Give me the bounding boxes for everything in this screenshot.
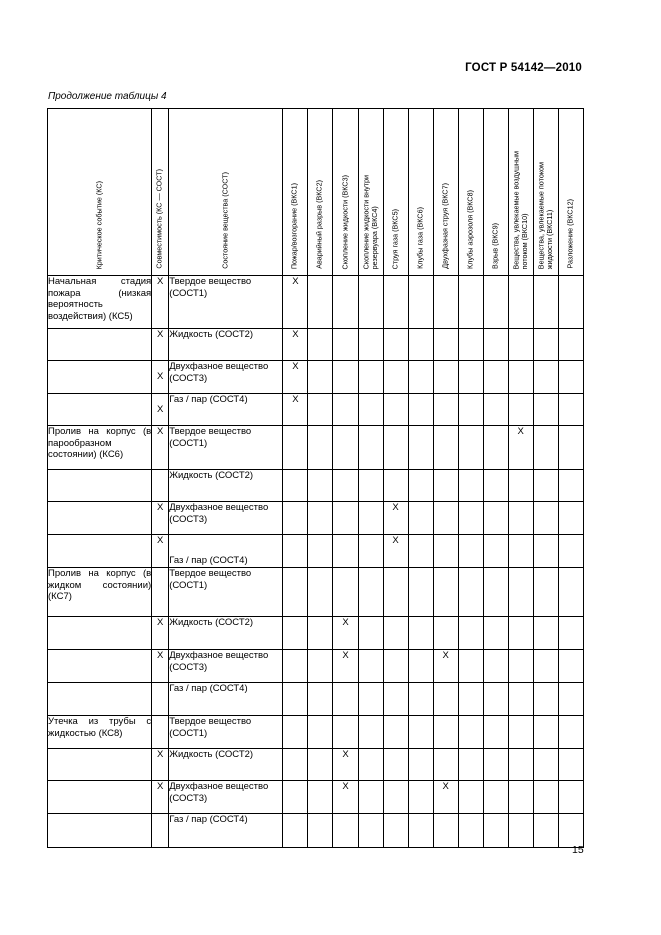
scenario-mark-cell <box>358 276 383 329</box>
table-row <box>48 329 584 361</box>
scenario-mark-cell <box>558 426 583 470</box>
scenario-mark-cell <box>458 329 483 361</box>
scenario-mark-cell <box>308 502 333 535</box>
document-code: ГОСТ Р 54142—2010 <box>465 62 582 74</box>
substance-state-cell: Жидкость (СОСТ2) <box>169 470 283 502</box>
scenario-mark-cell <box>483 426 508 470</box>
scenario-mark-cell <box>533 683 558 716</box>
scenario-mark-cell <box>358 716 383 749</box>
critical-event-cell <box>48 361 152 394</box>
column-header-label: Разложение (ВКС12) <box>565 199 575 269</box>
substance-state-cell: Твердое вещество (СОСТ1) <box>169 716 283 749</box>
scenario-mark-cell <box>408 716 433 749</box>
scenario-mark-cell: X <box>508 426 533 470</box>
scenario-mark-cell <box>308 276 333 329</box>
compatibility-cell <box>152 716 169 749</box>
scenario-mark-cell <box>333 814 358 848</box>
scenario-mark-cell <box>408 535 433 568</box>
scenario-mark-cell <box>358 329 383 361</box>
scenario-mark-cell <box>483 683 508 716</box>
scenario-mark-cell <box>508 749 533 781</box>
scenario-mark-cell <box>433 276 458 329</box>
scenario-mark-cell <box>433 426 458 470</box>
scenario-mark-cell <box>458 683 483 716</box>
column-header-label: Двухфазная струя (ВКС7) <box>440 183 450 269</box>
scenario-mark-cell <box>458 394 483 426</box>
scenario-mark-cell <box>333 329 358 361</box>
scenario-mark-cell <box>533 535 558 568</box>
scenario-mark-cell <box>383 781 408 814</box>
scenario-mark-cell <box>483 276 508 329</box>
column-header <box>458 109 483 276</box>
column-header-label: Скопление жидкости внутри резервуара (ВКС4) <box>360 174 379 269</box>
scenario-mark-cell <box>333 276 358 329</box>
column-header <box>152 109 169 276</box>
scenario-mark-cell <box>358 617 383 650</box>
scenario-mark-cell <box>408 568 433 617</box>
table-row <box>48 394 584 426</box>
scenario-mark-cell <box>558 470 583 502</box>
scenario-mark-cell <box>408 814 433 848</box>
scenario-mark-cell <box>308 568 333 617</box>
scenario-mark-cell <box>433 361 458 394</box>
scenario-mark-cell <box>558 535 583 568</box>
scenario-mark-cell <box>458 781 483 814</box>
scenario-mark-cell <box>308 814 333 848</box>
column-header <box>533 109 558 276</box>
column-header <box>383 109 408 276</box>
scenario-mark-cell: X <box>333 617 358 650</box>
scenario-mark-cell <box>458 617 483 650</box>
scenario-mark-cell <box>533 814 558 848</box>
scenario-mark-cell <box>333 361 358 394</box>
substance-state-cell: Газ / пар (СОСТ4) <box>169 814 283 848</box>
critical-event-cell: Пролив на корпус (в жидком состоянии) (КС7) <box>48 568 152 617</box>
scenario-mark-cell <box>508 716 533 749</box>
column-header <box>483 109 508 276</box>
scenario-mark-cell <box>558 683 583 716</box>
scenario-mark-cell <box>408 276 433 329</box>
scenario-mark-cell <box>383 394 408 426</box>
scenario-mark-cell <box>358 470 383 502</box>
scenario-mark-cell: X <box>333 781 358 814</box>
scenario-mark-cell <box>433 470 458 502</box>
scenario-mark-cell <box>358 781 383 814</box>
scenario-mark-cell <box>358 426 383 470</box>
scenario-mark-cell <box>408 426 433 470</box>
scenario-mark-cell: X <box>383 502 408 535</box>
column-header-label: Струя газа (ВКС5) <box>390 208 400 269</box>
scenario-mark-cell <box>433 568 458 617</box>
scenario-mark-cell <box>283 568 308 617</box>
scenario-mark-cell <box>433 502 458 535</box>
substance-state-cell: Двухфазное вещество (СОСТ3) <box>169 502 283 535</box>
substance-state-cell: Газ / пар (СОСТ4) <box>169 535 283 568</box>
critical-event-cell: Пролив на корпус (в парообразном состоянии) (КС6) <box>48 426 152 470</box>
scenario-mark-cell <box>308 535 333 568</box>
compatibility-cell: X <box>152 781 169 814</box>
scenario-mark-cell <box>533 276 558 329</box>
scenario-mark-cell <box>508 502 533 535</box>
compatibility-cell: X <box>152 426 169 470</box>
scenario-mark-cell <box>433 683 458 716</box>
compatibility-cell: X <box>152 502 169 535</box>
scenario-mark-cell <box>458 650 483 683</box>
scenario-mark-cell <box>483 568 508 617</box>
scenario-mark-cell <box>283 683 308 716</box>
scenario-mark-cell <box>358 394 383 426</box>
scenario-mark-cell <box>308 781 333 814</box>
substance-state-cell: Жидкость (СОСТ2) <box>169 617 283 650</box>
column-header-label: Вещества, увлекаемые потоком жидкости (ВКС11) <box>536 161 554 269</box>
scenario-mark-cell <box>508 276 533 329</box>
scenario-mark-cell <box>333 470 358 502</box>
column-header-label: Критическое событие (КС) <box>94 180 104 269</box>
table-row <box>48 781 584 814</box>
scenario-mark-cell <box>433 329 458 361</box>
compatibility-cell: X <box>152 394 169 426</box>
scenario-mark-cell <box>383 749 408 781</box>
substance-state-cell: Жидкость (СОСТ2) <box>169 329 283 361</box>
scenario-mark-cell <box>408 329 433 361</box>
scenario-mark-cell <box>333 683 358 716</box>
scenario-mark-cell <box>558 617 583 650</box>
scenario-mark-cell <box>283 650 308 683</box>
scenario-mark-cell <box>358 683 383 716</box>
scenario-mark-cell <box>533 749 558 781</box>
table-row <box>48 568 584 617</box>
scenario-mark-cell <box>508 329 533 361</box>
scenario-mark-cell <box>283 426 308 470</box>
scenario-mark-cell <box>433 617 458 650</box>
scenario-mark-cell <box>408 781 433 814</box>
scenario-mark-cell <box>508 781 533 814</box>
scenario-mark-cell <box>358 535 383 568</box>
scenario-mark-cell <box>508 683 533 716</box>
compatibility-cell <box>152 470 169 502</box>
scenario-mark-cell <box>558 502 583 535</box>
column-header-label: Состояние вещества (СОСТ) <box>220 172 230 269</box>
scenario-mark-cell <box>458 716 483 749</box>
critical-event-cell <box>48 535 152 568</box>
scenario-mark-cell <box>333 426 358 470</box>
scenario-mark-cell <box>283 781 308 814</box>
scenario-mark-cell <box>558 394 583 426</box>
column-header-label: Взрыв (ВКС9) <box>490 223 500 269</box>
scenario-mark-cell <box>358 502 383 535</box>
scenario-mark-cell <box>483 716 508 749</box>
scenario-mark-cell <box>433 394 458 426</box>
scenario-mark-cell <box>483 617 508 650</box>
critical-event-cell <box>48 329 152 361</box>
scenario-mark-cell <box>283 716 308 749</box>
column-header <box>408 109 433 276</box>
scenario-mark-cell <box>408 749 433 781</box>
column-header-label: Пожар/возгорание (ВКС1) <box>290 182 300 269</box>
compatibility-cell <box>152 814 169 848</box>
substance-state-cell: Двухфазное вещество (СОСТ3) <box>169 650 283 683</box>
scenario-mark-cell <box>283 502 308 535</box>
scenario-mark-cell <box>308 716 333 749</box>
substance-state-cell: Жидкость (СОСТ2) <box>169 749 283 781</box>
scenario-mark-cell: X <box>283 329 308 361</box>
scenario-mark-cell <box>508 394 533 426</box>
scenario-mark-cell <box>358 650 383 683</box>
table-row <box>48 470 584 502</box>
column-header-label: Совместимость (КС — СОСТ) <box>154 169 164 269</box>
scenario-mark-cell <box>408 650 433 683</box>
column-header-label: Клубы газа (ВКС6) <box>415 207 425 269</box>
scenario-mark-cell <box>308 470 333 502</box>
table-row <box>48 617 584 650</box>
column-header <box>433 109 458 276</box>
column-header <box>308 109 333 276</box>
scenario-mark-cell <box>508 470 533 502</box>
scenario-mark-cell <box>358 361 383 394</box>
events-table <box>47 108 584 848</box>
scenario-mark-cell <box>508 814 533 848</box>
table-row <box>48 426 584 470</box>
scenario-mark-cell <box>508 568 533 617</box>
column-header <box>508 109 533 276</box>
scenario-mark-cell <box>558 276 583 329</box>
table-row <box>48 535 584 568</box>
scenario-mark-cell <box>383 329 408 361</box>
scenario-mark-cell <box>483 502 508 535</box>
column-header <box>169 109 283 276</box>
scenario-mark-cell <box>508 650 533 683</box>
scenario-mark-cell <box>483 470 508 502</box>
column-header-label: Клубы аэрозоля (ВКС8) <box>465 190 475 269</box>
scenario-mark-cell <box>458 814 483 848</box>
scenario-mark-cell <box>483 535 508 568</box>
table-row <box>48 716 584 749</box>
scenario-mark-cell <box>533 617 558 650</box>
scenario-mark-cell <box>533 329 558 361</box>
scenario-mark-cell <box>333 568 358 617</box>
scenario-mark-cell: X <box>333 749 358 781</box>
scenario-mark-cell <box>533 394 558 426</box>
substance-state-cell: Газ / пар (СОСТ4) <box>169 394 283 426</box>
scenario-mark-cell <box>433 716 458 749</box>
scenario-mark-cell <box>558 749 583 781</box>
scenario-mark-cell <box>558 814 583 848</box>
table-row <box>48 650 584 683</box>
scenario-mark-cell <box>308 683 333 716</box>
compatibility-cell: X <box>152 329 169 361</box>
scenario-mark-cell <box>558 781 583 814</box>
critical-event-cell: Утечка из трубы с жидкостью (КС8) <box>48 716 152 749</box>
scenario-mark-cell <box>483 814 508 848</box>
scenario-mark-cell <box>383 361 408 394</box>
critical-event-cell <box>48 814 152 848</box>
scenario-mark-cell <box>483 329 508 361</box>
scenario-mark-cell <box>283 814 308 848</box>
critical-event-cell <box>48 781 152 814</box>
scenario-mark-cell <box>308 617 333 650</box>
scenario-mark-cell <box>333 394 358 426</box>
column-header-label: Вещества, увлекаемые воздушным потоком (ВКС10) <box>511 150 529 269</box>
scenario-mark-cell <box>433 814 458 848</box>
scenario-mark-cell <box>558 361 583 394</box>
column-header-label: Аварийный разрыв (ВКС2) <box>315 180 325 269</box>
scenario-mark-cell <box>558 568 583 617</box>
critical-event-cell <box>48 502 152 535</box>
table-row <box>48 683 584 716</box>
substance-state-cell: Твердое вещество (СОСТ1) <box>169 426 283 470</box>
column-header <box>333 109 358 276</box>
critical-event-cell <box>48 470 152 502</box>
compatibility-cell: X <box>152 749 169 781</box>
critical-event-cell <box>48 683 152 716</box>
scenario-mark-cell <box>358 814 383 848</box>
scenario-mark-cell <box>433 749 458 781</box>
scenario-mark-cell <box>408 617 433 650</box>
scenario-mark-cell <box>358 749 383 781</box>
scenario-mark-cell <box>558 716 583 749</box>
scenario-mark-cell <box>558 329 583 361</box>
page-number: 15 <box>572 844 584 856</box>
scenario-mark-cell <box>508 535 533 568</box>
scenario-mark-cell <box>333 535 358 568</box>
table-row <box>48 361 584 394</box>
scenario-mark-cell <box>383 426 408 470</box>
scenario-mark-cell <box>533 361 558 394</box>
scenario-mark-cell <box>408 361 433 394</box>
table-row <box>48 749 584 781</box>
scenario-mark-cell <box>308 749 333 781</box>
scenario-mark-cell <box>383 470 408 502</box>
table-row <box>48 502 584 535</box>
scenario-mark-cell <box>308 361 333 394</box>
column-header-label: Скопление жидкости (ВКС3) <box>340 174 350 269</box>
table-continuation-caption: Продолжение таблицы 4 <box>48 91 167 102</box>
scenario-mark-cell: X <box>333 650 358 683</box>
critical-event-cell <box>48 617 152 650</box>
scenario-mark-cell <box>433 535 458 568</box>
scenario-mark-cell <box>283 617 308 650</box>
substance-state-cell: Твердое вещество (СОСТ1) <box>169 568 283 617</box>
scenario-mark-cell <box>483 749 508 781</box>
scenario-mark-cell <box>533 470 558 502</box>
scenario-mark-cell: X <box>283 394 308 426</box>
scenario-mark-cell <box>533 502 558 535</box>
scenario-mark-cell <box>383 568 408 617</box>
scenario-mark-cell <box>283 535 308 568</box>
scenario-mark-cell: X <box>433 650 458 683</box>
scenario-mark-cell <box>458 749 483 781</box>
critical-event-cell <box>48 749 152 781</box>
compatibility-cell: X <box>152 650 169 683</box>
scenario-mark-cell <box>308 394 333 426</box>
substance-state-cell: Двухфазное вещество (СОСТ3) <box>169 781 283 814</box>
scenario-mark-cell <box>333 502 358 535</box>
scenario-mark-cell <box>383 683 408 716</box>
scenario-mark-cell <box>458 535 483 568</box>
compatibility-cell: X <box>152 276 169 329</box>
compatibility-cell <box>152 683 169 716</box>
scenario-mark-cell <box>408 470 433 502</box>
scenario-mark-cell <box>458 276 483 329</box>
scenario-mark-cell <box>483 650 508 683</box>
column-header <box>358 109 383 276</box>
scenario-mark-cell: X <box>283 361 308 394</box>
scenario-mark-cell <box>533 781 558 814</box>
scenario-mark-cell <box>508 361 533 394</box>
scenario-mark-cell <box>383 650 408 683</box>
scenario-mark-cell <box>533 426 558 470</box>
scenario-mark-cell <box>333 716 358 749</box>
scenario-mark-cell <box>383 276 408 329</box>
column-header <box>283 109 308 276</box>
column-header <box>48 109 152 276</box>
scenario-mark-cell <box>283 749 308 781</box>
critical-event-cell <box>48 650 152 683</box>
scenario-mark-cell <box>383 814 408 848</box>
table-header-row <box>48 109 584 276</box>
scenario-mark-cell <box>458 361 483 394</box>
scenario-mark-cell <box>533 650 558 683</box>
scenario-mark-cell <box>383 617 408 650</box>
table-row <box>48 814 584 848</box>
scenario-mark-cell <box>408 394 433 426</box>
compatibility-cell <box>152 568 169 617</box>
compatibility-cell: X <box>152 535 169 568</box>
critical-event-cell <box>48 394 152 426</box>
table-row <box>48 276 584 329</box>
scenario-mark-cell <box>383 716 408 749</box>
compatibility-cell: X <box>152 361 169 394</box>
scenario-mark-cell <box>508 617 533 650</box>
scenario-mark-cell <box>533 716 558 749</box>
scenario-mark-cell: X <box>283 276 308 329</box>
substance-state-cell: Газ / пар (СОСТ4) <box>169 683 283 716</box>
scenario-mark-cell <box>458 426 483 470</box>
scenario-mark-cell: X <box>433 781 458 814</box>
scenario-mark-cell <box>533 568 558 617</box>
critical-event-cell: Начальная стадия пожара (низкая вероятность воздействия) (КС5) <box>48 276 152 329</box>
scenario-mark-cell <box>558 650 583 683</box>
scenario-mark-cell <box>483 781 508 814</box>
column-header <box>558 109 583 276</box>
scenario-mark-cell <box>308 650 333 683</box>
scenario-mark-cell <box>458 470 483 502</box>
scenario-mark-cell <box>483 361 508 394</box>
scenario-mark-cell <box>308 426 333 470</box>
scenario-mark-cell: X <box>383 535 408 568</box>
scenario-mark-cell <box>458 502 483 535</box>
scenario-mark-cell <box>358 568 383 617</box>
scenario-mark-cell <box>408 502 433 535</box>
scenario-mark-cell <box>283 470 308 502</box>
compatibility-cell: X <box>152 617 169 650</box>
scenario-mark-cell <box>408 683 433 716</box>
substance-state-cell: Двухфазное вещество (СОСТ3) <box>169 361 283 394</box>
scenario-mark-cell <box>483 394 508 426</box>
scenario-mark-cell <box>458 568 483 617</box>
substance-state-cell: Твердое вещество (СОСТ1) <box>169 276 283 329</box>
scenario-mark-cell <box>308 329 333 361</box>
